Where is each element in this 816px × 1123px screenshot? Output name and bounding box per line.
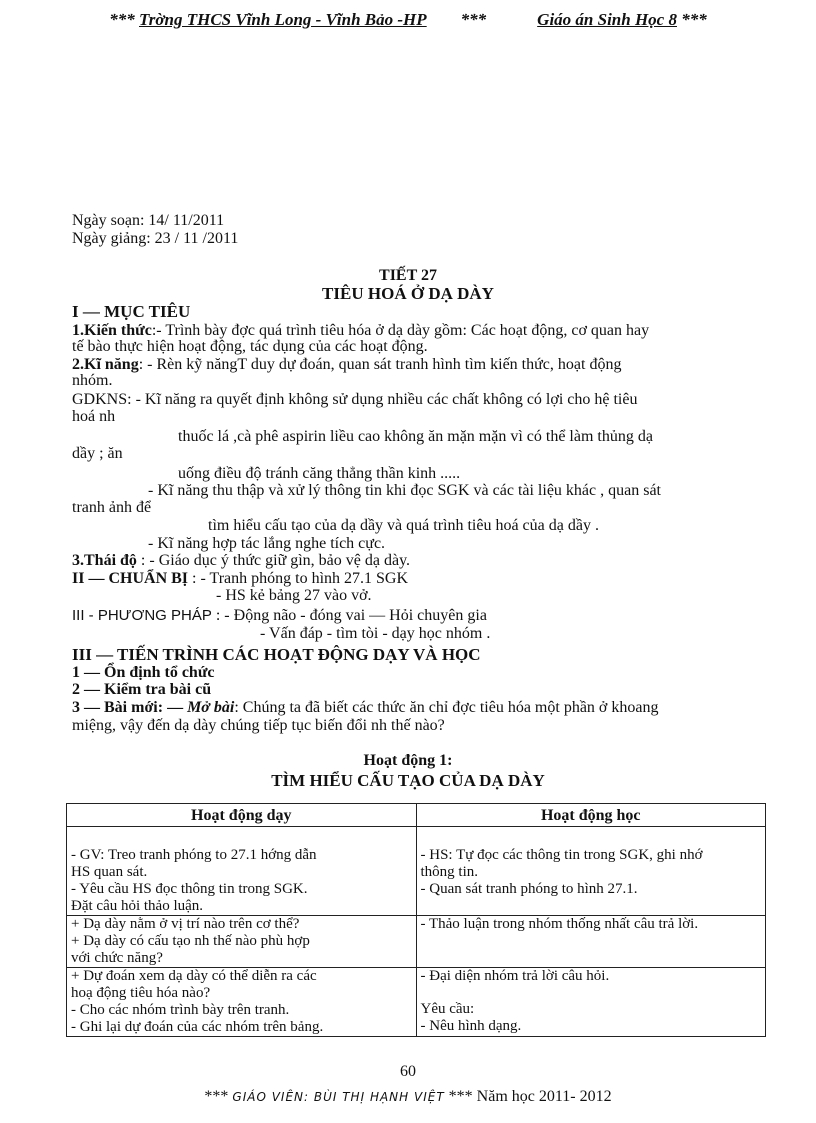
gdkns-line-5: uống điều độ tránh căng thẳng thần kinh .....	[178, 465, 461, 482]
gdkns-line-3: thuốc lá ,cà phê aspirin liều cao không ăn mặn mặn vì có thể làm thủng dạ	[178, 428, 653, 445]
student-line: - Quan sát tranh phóng to hình 27.1.	[420, 881, 638, 897]
section-objectives-heading: I — MỤC TIÊU	[72, 302, 191, 321]
student-line: - Đại diện nhóm trả lời câu hỏi.	[420, 968, 610, 984]
table-row	[67, 916, 766, 968]
teacher-line: Đặt câu hỏi thảo luận.	[71, 898, 204, 914]
teacher-line: - Ghi lại dự đoán của các nhóm trên bảng.	[71, 1019, 324, 1035]
student-line: - HS: Tự đọc các thông tin trong SGK, ghi nhớ	[420, 847, 703, 863]
teacher-line: + Dạ dày nằm ở vị trí nào trên cơ thể?	[71, 916, 300, 932]
page-header	[0, 10, 816, 30]
gdkns-line-9: - Kĩ năng hợp tác lắng nghe tích cực.	[148, 535, 386, 552]
header-stars-mid: ***	[460, 10, 487, 29]
teacher-cell-2	[67, 916, 417, 968]
teacher-line: - Cho các nhóm trình bày trên tranh.	[71, 1002, 290, 1018]
intro-label: Mở bài	[187, 699, 235, 716]
teacher-line: hoạ động tiêu hóa nào?	[71, 985, 211, 1001]
activity-label: Hoạt động 1:	[363, 752, 453, 769]
activity-table	[66, 803, 766, 1037]
attitude-label: 3.Thái độ	[72, 552, 137, 569]
preparation-text-1: : - Tranh phóng to hình 27.1 SGK	[188, 570, 409, 587]
lesson-title: TIÊU HOÁ Ở DẠ DÀY	[322, 284, 494, 303]
header-stars-right: ***	[676, 10, 707, 29]
footer-stars-left: ***	[204, 1088, 233, 1105]
date-prepared: Ngày soạn: 14/ 11/2011	[72, 212, 225, 229]
student-cell-3	[416, 968, 766, 1037]
table-row	[67, 827, 766, 916]
knowledge-label: 1.Kiến thức	[72, 322, 152, 339]
procedure-step-3	[72, 699, 658, 717]
teacher-line: - Yêu cầu HS đọc thông tin trong SGK.	[71, 881, 308, 897]
student-cell-2	[416, 916, 766, 968]
student-line	[421, 985, 762, 1001]
col-student-header: Hoạt động học	[416, 804, 766, 827]
knowledge-text-1: :- Trình bày đợc quá trình tiêu hóa ở dạ dày gồm: Các hoạt động, cơ quan hay	[151, 322, 650, 339]
student-cell-1	[416, 827, 766, 916]
method-text-1: : - Động não - đóng vai — Hỏi chuyên gia	[211, 607, 487, 624]
teacher-cell-3	[67, 968, 417, 1037]
teacher-line: HS quan sát.	[71, 864, 148, 880]
teacher-line: với chức năng?	[71, 950, 163, 966]
header-stars-left: ***	[109, 10, 140, 29]
knowledge-line-2: tế bào thực hiện hoạt động, tác dụng của các hoạt động.	[72, 338, 428, 355]
col-teacher-header: Hoạt động dạy	[67, 804, 417, 827]
method-heading: III - PHƯƠNG PHÁP	[72, 607, 212, 624]
page-footer	[0, 1088, 816, 1106]
preparation-line-1	[72, 570, 408, 588]
teacher-line: - GV: Treo tranh phóng to 27.1 hớng dẫn	[71, 847, 317, 863]
method-line-1	[72, 607, 487, 625]
procedure-step-1: 1 — Ổn định tổ chức	[72, 664, 215, 681]
procedure-step-2: 2 — Kiểm tra bài cũ	[72, 681, 212, 698]
intro-text: : Chúng ta đã biết các thức ăn chỉ đợc tiêu hóa một phần ở khoang	[234, 699, 659, 716]
activity-title: TÌM HIỂU CẤU TẠO CỦA DẠ DÀY	[271, 771, 545, 790]
preparation-heading: II — CHUẨN BỊ	[72, 570, 189, 587]
gdkns-line-4: dầy ; ăn	[72, 445, 123, 462]
date-taught: Ngày giảng: 23 / 11 /2011	[72, 230, 239, 247]
gdkns-line-8: tìm hiểu cấu tạo của dạ dầy và quá trình tiêu hoá của dạ dầy .	[208, 517, 599, 534]
skill-text-1: : - Rèn kỹ năngT duy dự đoán, quan sát tranh hình tìm kiến thức, hoạt động	[138, 356, 622, 373]
school-name: Trờng THCS Vĩnh Long - Vĩnh Bảo -HP	[139, 10, 427, 29]
new-lesson-prefix: 3 — Bài mới: —	[72, 699, 188, 716]
teacher-name: GIÁO VIÊN: BÙI THỊ HẠNH VIỆT	[232, 1090, 445, 1104]
skill-line-1	[72, 356, 621, 374]
lesson-number: TIẾT 27	[379, 267, 437, 284]
method-line-2: - Vấn đáp - tìm tòi - dạy học nhóm .	[260, 625, 491, 642]
teacher-cell-1	[67, 827, 417, 916]
student-line: thông tin.	[420, 864, 479, 880]
student-line: - Thảo luận trong nhóm thống nhất câu trả lời.	[420, 916, 699, 932]
preparation-line-2: - HS kẻ bảng 27 vào vở.	[216, 587, 372, 604]
table-header-row	[67, 804, 766, 827]
gdkns-line-1: GDKNS: - Kĩ năng ra quyết định không sử dụng nhiều các chất không có lợi cho hệ tiêu	[72, 391, 638, 408]
skill-label: 2.Kĩ năng	[72, 356, 139, 373]
procedure-heading: III — TIẾN TRÌNH CÁC HOẠT ĐỘNG DẠY VÀ HỌC	[72, 645, 481, 664]
school-year: Năm học 2011- 2012	[476, 1088, 612, 1105]
gdkns-line-2: hoá nh	[72, 408, 116, 425]
attitude-text: : - Giáo dục ý thức giữ gìn, bảo vệ dạ dày.	[136, 552, 411, 569]
page-number: 60	[400, 1063, 416, 1080]
teacher-line: + Dự đoán xem dạ dày có thể diễn ra các	[71, 968, 317, 984]
student-line: Yêu cầu:	[420, 1001, 475, 1017]
attitude-line	[72, 552, 410, 570]
student-line: - Nêu hình dạng.	[420, 1018, 522, 1034]
subject-name: Giáo án Sinh Học 8	[537, 10, 677, 29]
footer-stars-mid: ***	[444, 1088, 477, 1105]
teacher-line: + Dạ dày có cấu tạo nh thế nào phù hợp	[71, 933, 310, 949]
procedure-step-3-cont: miệng, vậy đến dạ dày chúng tiếp tục biến đổi nh thế nào?	[72, 717, 445, 734]
skill-line-2: nhóm.	[72, 372, 113, 389]
gdkns-line-7: tranh ảnh để	[72, 499, 152, 516]
gdkns-line-6: - Kĩ năng thu thập và xử lý thông tin khi đọc SGK và các tài liệu khác , quan sát	[148, 482, 661, 499]
table-row	[67, 968, 766, 1037]
